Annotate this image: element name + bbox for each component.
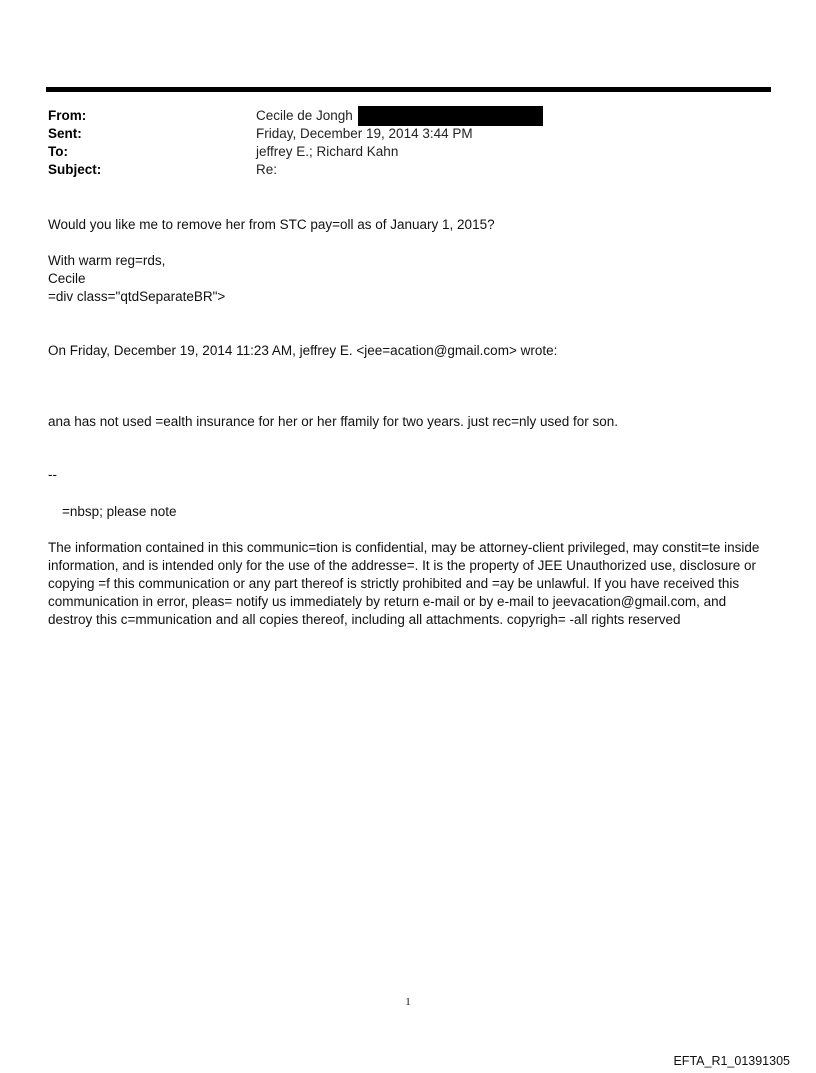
quoted-message: ana has not used =ealth insurance for her or her ffamily for two years. just rec=nly used for son.	[48, 414, 619, 429]
disclaimer-paragraph: The information contained in this communic=tion is confidential, may be attorney-client privileged, may constit=te inside information, and is intended only for the use of the addresse=. It is the property of JEE Unauthorized use, disclosure or copying =f this communication or any part thereof is strictly prohibited and =ay be unlawful. If you have received this communication in error, pleas= notify us immediately by return e-mail or by e-mail to jeevacation@gmail.com, and destroy this c=mmunication and all copies thereof, including all attachments. copyrigh= -all rights reserved	[48, 540, 760, 627]
sent-label: Sent:	[48, 126, 82, 141]
closing-line-name: Cecile	[48, 271, 86, 286]
signature-dash: --	[48, 467, 57, 482]
from-row	[48, 107, 748, 125]
to-value: jeffrey E.; Richard Kahn	[256, 144, 399, 159]
redaction-box	[358, 106, 543, 126]
sent-row	[48, 125, 748, 143]
closing-line-markup: =div class="qtdSeparateBR">	[48, 289, 226, 304]
to-label: To:	[48, 144, 68, 159]
subject-label: Subject:	[48, 162, 102, 177]
document-id: EFTA_R1_01391305	[673, 1054, 790, 1068]
header-divider-rule	[46, 87, 771, 92]
from-value-wrap	[256, 107, 543, 125]
to-row	[48, 143, 748, 161]
closing-block	[48, 252, 773, 306]
page-number: 1	[405, 996, 411, 1008]
from-label: From:	[48, 108, 87, 123]
closing-line-regards: With warm reg=rds,	[48, 253, 166, 268]
sent-value: Friday, December 19, 2014 3:44 PM	[256, 126, 473, 141]
subject-value: Re:	[256, 162, 278, 177]
subject-row	[48, 161, 748, 179]
from-value: Cecile de Jongh	[256, 108, 353, 123]
question-paragraph: Would you like me to remove her from STC pay=oll as of January 1, 2015?	[48, 217, 495, 232]
nbsp-note: =nbsp; please note	[62, 504, 177, 519]
quote-intro: On Friday, December 19, 2014 11:23 AM, jeffrey E. <jee=acation@gmail.com> wrote:	[48, 343, 558, 358]
email-header	[48, 107, 748, 179]
